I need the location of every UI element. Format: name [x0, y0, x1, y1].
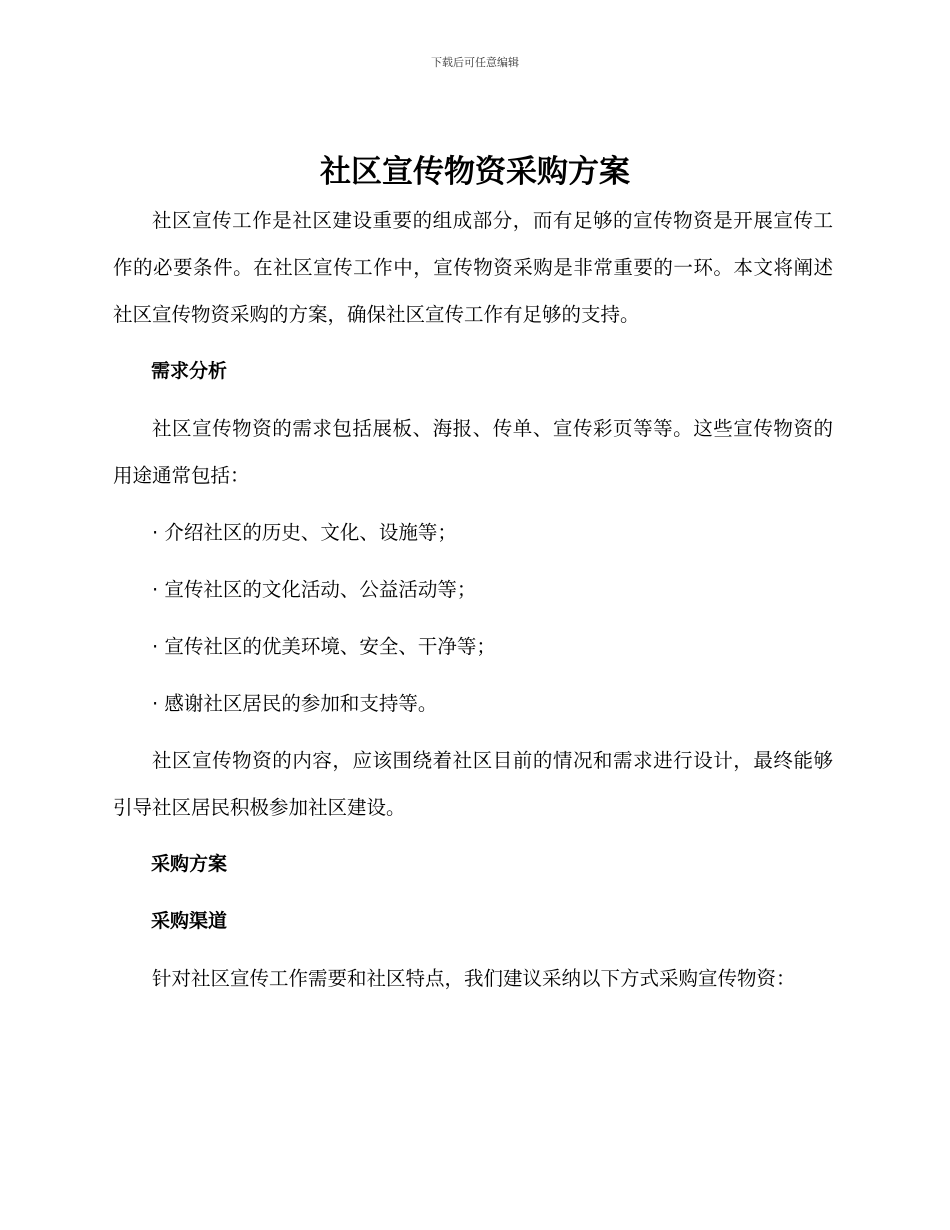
list-item: · 介绍社区的历史、文化、设施等；: [152, 521, 457, 544]
section-heading-needs-analysis: 需求分析: [151, 360, 228, 382]
needs-paragraph: 社区宣传物资的需求包括展板、海报、传单、宣传彩页等等。这些宣传物资的用途通常包括：: [113, 417, 833, 487]
list-item: · 感谢社区居民的参加和支持等。: [152, 692, 438, 715]
list-item: · 宣传社区的文化活动、公益活动等；: [152, 578, 477, 601]
subheading-procurement-channels: 采购渠道: [151, 910, 228, 932]
channels-paragraph: 针对社区宣传工作需要和社区特点，我们建议采纳以下方式采购宣传物资：: [152, 967, 796, 990]
content-design-paragraph: 社区宣传物资的内容，应该围绕着社区目前的情况和需求进行设计，最终能够引导社区居民积极参加社区建设。: [113, 749, 833, 819]
page-header-note: 下载后可任意编辑: [431, 56, 519, 69]
list-item: · 宣传社区的优美环境、安全、干净等；: [152, 635, 496, 658]
section-heading-procurement-plan: 采购方案: [151, 853, 228, 875]
document-title: 社区宣传物资采购方案: [320, 154, 630, 190]
document-body: [113, 197, 833, 1002]
intro-paragraph: 社区宣传工作是社区建设重要的组成部分，而有足够的宣传物资是开展宣传工作的必要条件。在社区宣传工作中，宣传物资采购是非常重要的一环。本文将阐述社区宣传物资采购的方案，确保社区宣传工作有足够的支持。: [113, 209, 833, 326]
